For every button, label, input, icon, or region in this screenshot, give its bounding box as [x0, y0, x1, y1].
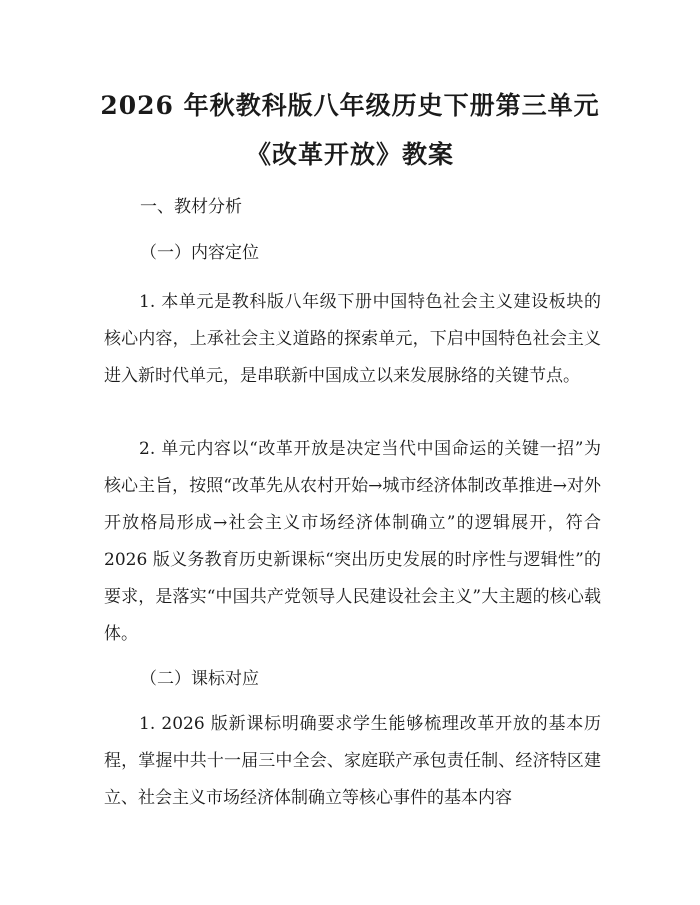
document-title-line1: 2026 年秋教科版八年级历史下册第三单元: [100, 91, 600, 120]
subsection-heading-positioning: （一）内容定位: [140, 243, 259, 263]
paragraph-1: 1. 本单元是教科版八年级下册中国特色社会主义建设板块的核心内容，上承社会主义道路的探索单元，下启中国特色社会主义进入新时代单元，是串联新中国成立以来发展脉络的关键节点。: [104, 292, 601, 386]
paragraph-2: 2. 单元内容以“改革开放是决定当代中国命运的关键一招”为核心主旨，按照“改革先从农村开始→城市经济体制改革推进→对外开放格局形成→社会主义市场经济体制确立”的逻辑展开，符合 2026 版义务教育历史新课标“突出历史发展的时序性与逻辑性”的要求，是落实“中国共产党领导人民建设社会主义”大主题的核心载体。: [104, 439, 601, 644]
document-title-line2: 《改革开放》教案: [245, 140, 454, 169]
paragraph-3: 1. 2026 版新课标明确要求学生能够梳理改革开放的基本历程，掌握中共十一届三中全会、家庭联产承包责任制、经济特区建立、社会主义市场经济体制确立等核心事件的基本内容: [104, 714, 601, 808]
subsection-heading-curriculum: （二）课标对应: [140, 669, 259, 689]
section-heading-analysis: 一、教材分析: [140, 197, 242, 217]
